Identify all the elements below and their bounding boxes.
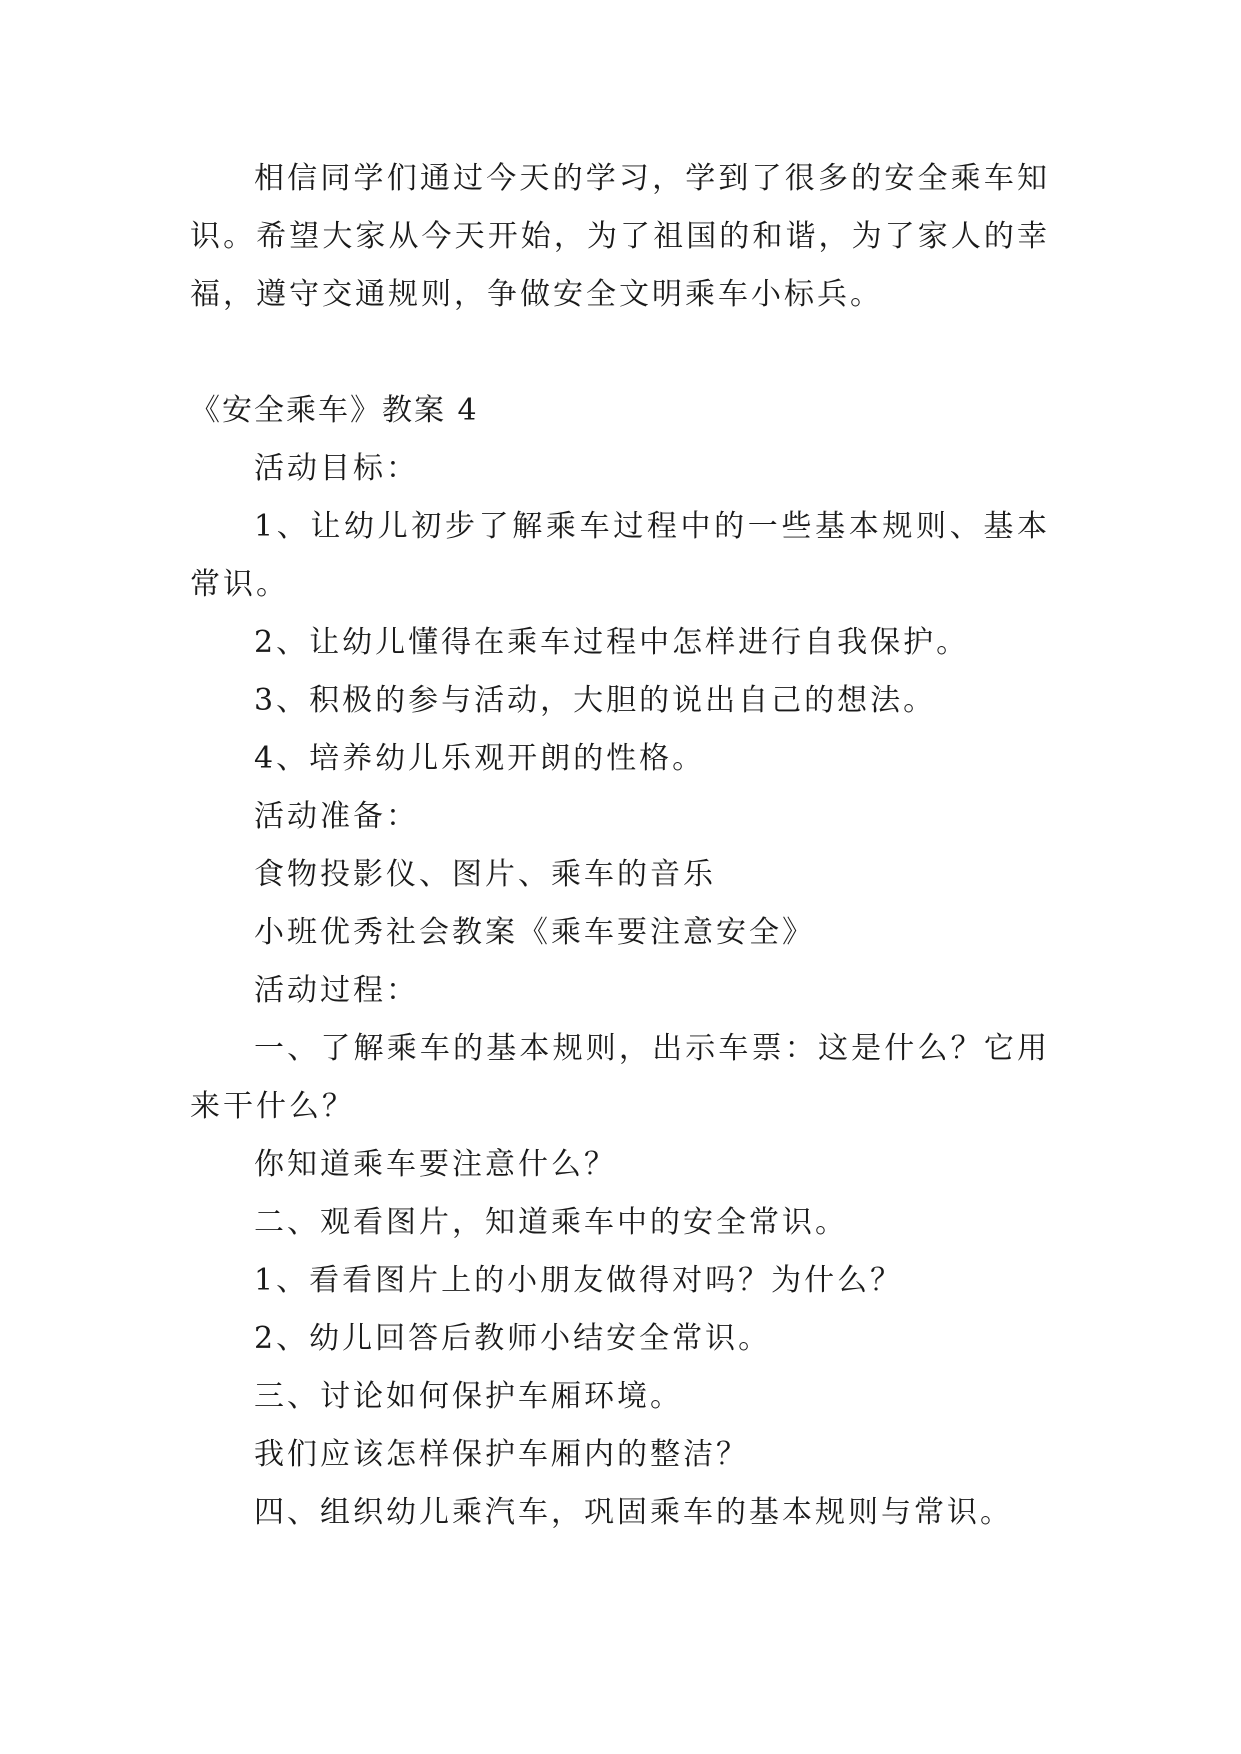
paragraph-step-2: 二、观看图片，知道乘车中的安全常识。 bbox=[254, 1205, 848, 1240]
paragraph-step-3-question: 我们应该怎样保护车厢内的整洁？ bbox=[254, 1437, 749, 1472]
paragraph-goal-4: 4、培养幼儿乐观开朗的性格。 bbox=[254, 741, 706, 776]
paragraph-step-4: 四、组织幼儿乘汽车，巩固乘车的基本规则与常识。 bbox=[254, 1495, 1013, 1530]
paragraph-prep-materials: 食物投影仪、图片、乘车的音乐 bbox=[254, 857, 716, 892]
paragraph-activity-prep: 活动准备： bbox=[254, 799, 419, 834]
paragraph-step-3: 三、讨论如何保护车厢环境。 bbox=[254, 1379, 683, 1414]
paragraph-activity-goals: 活动目标： bbox=[254, 451, 419, 486]
paragraph-step-2-2: 2、幼儿回答后教师小结安全常识。 bbox=[254, 1321, 772, 1356]
paragraph-step-2-1: 1、看看图片上的小朋友做得对吗？为什么？ bbox=[254, 1263, 904, 1298]
paragraph-goal-1: 1、让幼儿初步了解乘车过程中的一些基本规则、基本常识。 bbox=[190, 509, 1050, 602]
paragraph-goal-3: 3、积极的参与活动，大胆的说出自己的想法。 bbox=[254, 683, 937, 718]
paragraph-lesson-title: 小班优秀社会教案《乘车要注意安全》 bbox=[254, 915, 815, 950]
paragraph-activity-process: 活动过程： bbox=[254, 973, 419, 1008]
document-body bbox=[190, 150, 1050, 1542]
section-title: 《安全乘车》教案 4 bbox=[190, 393, 479, 428]
paragraph-step-1: 一、了解乘车的基本规则，出示车票：这是什么？它用来干什么？ bbox=[190, 1031, 1050, 1124]
paragraph-step-1-question: 你知道乘车要注意什么？ bbox=[254, 1147, 617, 1182]
intro-paragraph: 相信同学们通过今天的学习，学到了很多的安全乘车知识。希望大家从今天开始，为了祖国的和谐，为了家人的幸福，遵守交通规则，争做安全文明乘车小标兵。 bbox=[190, 161, 1050, 312]
paragraph-goal-2: 2、让幼儿懂得在乘车过程中怎样进行自我保护。 bbox=[254, 625, 970, 660]
